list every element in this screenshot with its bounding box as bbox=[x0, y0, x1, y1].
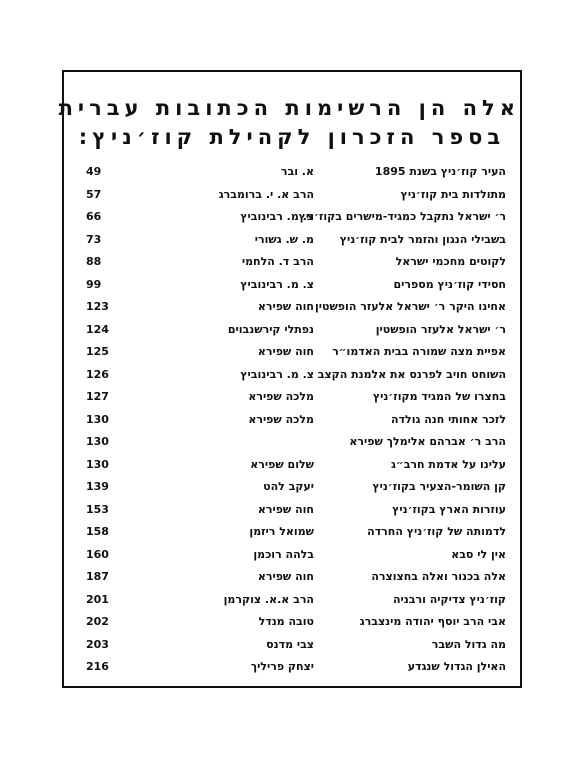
document-frame bbox=[58, 70, 522, 688]
entry-author: בלהה רוכמן bbox=[253, 547, 314, 561]
entry-page-number: 187 bbox=[86, 570, 109, 583]
toc-row bbox=[86, 161, 506, 184]
entry-title: אין לי סבא bbox=[451, 547, 506, 561]
entry-author: א. ובר bbox=[280, 165, 314, 178]
entry-title: מה גדול השבר bbox=[431, 637, 506, 651]
toc-row bbox=[86, 611, 506, 634]
toc-row bbox=[86, 319, 506, 342]
toc-row bbox=[86, 634, 506, 657]
entry-page-number: 123 bbox=[86, 300, 109, 313]
entry-title: לדמותה של קוז׳ניץ החרדה bbox=[367, 525, 506, 538]
entry-page-number: 203 bbox=[86, 637, 109, 651]
entry-author: הרב א. י. ברומברג bbox=[218, 187, 314, 201]
entry-page-number: 201 bbox=[86, 592, 109, 606]
entry-page-number: 160 bbox=[86, 547, 109, 561]
entry-title: אחינו היקר ר׳ ישראל אלעזר הופשטין bbox=[314, 300, 506, 313]
entry-page-number: 130 bbox=[86, 457, 109, 471]
entry-author: נפתלי קירשנבוים bbox=[227, 322, 314, 336]
toc-row bbox=[86, 499, 506, 522]
entry-author: הרב ד. הלחמי bbox=[241, 255, 314, 268]
entry-author: צבי מדנס bbox=[266, 637, 314, 651]
entry-author: חוה שפירא bbox=[257, 300, 314, 313]
entry-page-number: 49 bbox=[86, 165, 102, 178]
toc-row bbox=[86, 454, 506, 477]
toc-row bbox=[86, 566, 506, 589]
toc-row bbox=[86, 229, 506, 252]
toc-row bbox=[86, 431, 506, 454]
entry-title: אלה בכנור ואלה בחצוצרה bbox=[371, 570, 506, 583]
toc-row bbox=[86, 386, 506, 409]
entry-author: יצחק פריליך bbox=[250, 660, 314, 673]
entry-title: קוז׳ניץ צדיקיה ורבניה bbox=[393, 592, 506, 606]
entry-title: עלינו על אדמת חרב״ג bbox=[390, 457, 506, 471]
entry-author: שמואל ריזמן bbox=[249, 525, 314, 538]
entry-title: קן השומר-הצעיר בקוז׳ניץ bbox=[372, 480, 506, 493]
entry-page-number: 73 bbox=[86, 232, 102, 246]
entry-page-number: 66 bbox=[86, 210, 102, 223]
entry-page-number: 130 bbox=[86, 435, 109, 448]
entry-author: חוה שפירא bbox=[257, 345, 314, 358]
entry-page-number: 126 bbox=[86, 367, 109, 381]
toc-row bbox=[86, 476, 506, 499]
entry-title: עוזרות הארץ בקוז׳ניץ bbox=[392, 502, 506, 516]
entry-author: צ. מ. רבינוביץ bbox=[240, 210, 314, 223]
entry-title: האילן הגדול שנגדע bbox=[407, 660, 506, 673]
entry-page-number: 130 bbox=[86, 412, 109, 426]
entry-page-number: 125 bbox=[86, 345, 109, 358]
toc-row bbox=[86, 251, 506, 274]
entry-page-number: 57 bbox=[86, 187, 102, 201]
entry-author: הרב א.א. צוקרמן bbox=[223, 592, 314, 606]
toc-row bbox=[86, 521, 506, 544]
entry-author: שלום שפירא bbox=[250, 457, 314, 471]
entry-author: מלכה שפירא bbox=[248, 412, 314, 426]
entry-author: חוה שפירא bbox=[257, 502, 314, 516]
entry-author: צ. מ. רבינוביץ bbox=[240, 277, 314, 291]
toc-row bbox=[86, 364, 506, 387]
entry-page-number: 158 bbox=[86, 525, 109, 538]
entry-title: מתולדות בית קוז׳ניץ bbox=[400, 187, 506, 201]
toc-row bbox=[86, 184, 506, 207]
entry-title: ר׳ ישראל נתקבל כמגיד-מישרים בקוז׳ניץ bbox=[298, 210, 506, 223]
toc-row bbox=[86, 296, 506, 319]
entry-title: לקוטים מחכמי ישראל bbox=[395, 255, 506, 268]
entry-title: חסידי קוז׳ניץ מספרים bbox=[393, 277, 506, 291]
entry-title: בחצרו של המגיד מקוז׳ניץ bbox=[372, 390, 506, 403]
toc-row bbox=[86, 341, 506, 364]
table-of-contents bbox=[86, 161, 506, 679]
toc-row bbox=[86, 409, 506, 432]
entry-title: ר׳ ישראל אלעזר הופשטין bbox=[375, 322, 506, 336]
toc-row bbox=[86, 206, 506, 229]
entry-page-number: 127 bbox=[86, 390, 109, 403]
entry-author: צ. מ. רבינוביץ bbox=[240, 367, 314, 381]
entry-title: אבי הרב יוסף יהודה מינצברג bbox=[359, 615, 506, 628]
toc-row bbox=[86, 656, 506, 679]
entry-page-number: 202 bbox=[86, 615, 109, 628]
entry-author: מ. ש. גשורי bbox=[254, 232, 314, 246]
toc-row bbox=[86, 274, 506, 297]
entry-author: טובה מנדל bbox=[258, 615, 314, 628]
entry-page-number: 124 bbox=[86, 322, 109, 336]
entry-page-number: 139 bbox=[86, 480, 109, 493]
entry-author: חוה שפירא bbox=[257, 570, 314, 583]
entry-title: אפיית מצה שמורה בבית האדמו״ר bbox=[332, 345, 506, 358]
entry-title: לזכר אחותי חנה גולדה bbox=[391, 412, 506, 426]
entry-page-number: 216 bbox=[86, 660, 109, 673]
entry-page-number: 153 bbox=[86, 502, 109, 516]
entry-title: הרב ר׳ אברהם אלימלך שפירא bbox=[349, 435, 506, 448]
entry-author: מלכה שפירא bbox=[248, 390, 314, 403]
entry-author: יעקב להט bbox=[263, 480, 314, 493]
toc-row bbox=[86, 544, 506, 567]
heading-line-1: אלה הן הרשימות הכתובות עברית bbox=[58, 96, 520, 120]
toc-row bbox=[86, 589, 506, 612]
entry-title: בשבילי הנגון והזמר לבית קוז׳ניץ bbox=[339, 232, 506, 246]
entry-title: השוחט חויב לפרנס את אלמנת הקצב bbox=[317, 367, 506, 381]
entry-page-number: 88 bbox=[86, 255, 102, 268]
entry-title: העיר קוז׳ניץ בשנת 1895 bbox=[374, 165, 506, 178]
heading-line-2: בספר הזכרון לקהילת קוז׳ניץ: bbox=[78, 125, 506, 149]
entry-page-number: 99 bbox=[86, 277, 102, 291]
